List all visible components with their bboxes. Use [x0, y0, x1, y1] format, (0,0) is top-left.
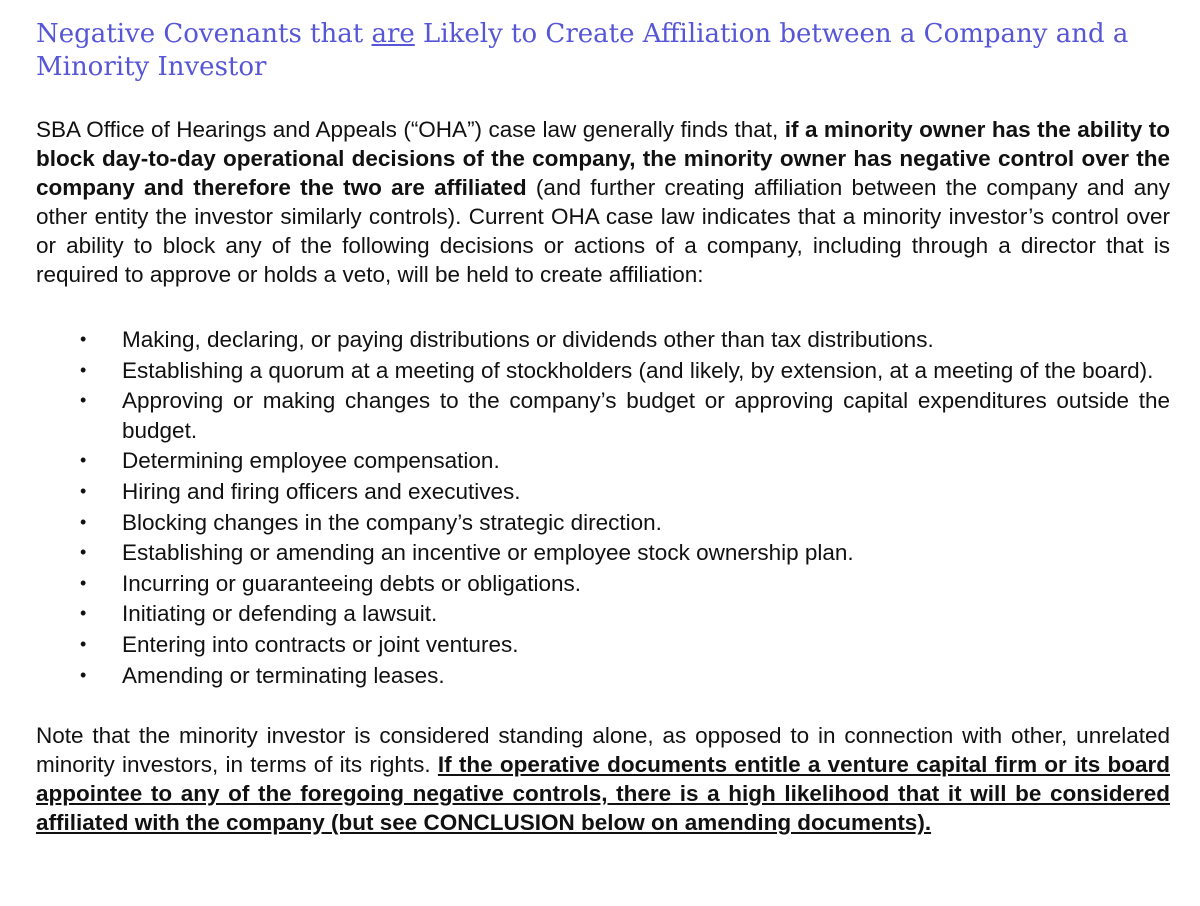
bullet-icon: • — [80, 603, 87, 624]
bullet-icon: • — [80, 359, 87, 380]
list-item-text: Amending or terminating leases. — [122, 662, 445, 688]
list-item — [36, 599, 1170, 629]
bullet-icon: • — [80, 572, 87, 593]
list-item — [36, 538, 1170, 568]
list-item — [36, 630, 1170, 660]
list-item-text: Incurring or guaranteeing debts or obligations. — [122, 570, 582, 596]
list-item — [36, 446, 1170, 476]
bullet-icon: • — [80, 664, 87, 685]
intro-paragraph — [36, 115, 1170, 289]
list-item-text: Entering into contracts or joint ventures. — [122, 631, 519, 657]
bullet-icon: • — [80, 480, 87, 501]
bullet-icon: • — [80, 633, 87, 654]
heading-part-2: Likely to Create Affiliation between a Company and a Minority Investor — [36, 19, 1129, 82]
document-page — [36, 18, 1170, 837]
bullet-icon: • — [80, 390, 87, 411]
list-item — [36, 569, 1170, 599]
list-item-text: Establishing a quorum at a meeting of stockholders (and likely, by extension, at a meeting of the board). — [122, 357, 1154, 383]
list-item-text: Approving or making changes to the company’s budget or approving capital expenditures outside the budget. — [122, 388, 1170, 443]
list-item-text: Initiating or defending a lawsuit. — [122, 601, 438, 627]
list-item-text: Determining employee compensation. — [122, 448, 500, 474]
list-item — [36, 661, 1170, 691]
intro-bold-text: if a minority owner has the ability to block day-to-day operational decisions of the company, the minority owner has negative control over the company and therefore the two are affiliated — [36, 117, 1171, 200]
bullet-icon: • — [80, 329, 87, 349]
heading-part-1: Negative Covenants that — [36, 19, 372, 49]
list-item — [36, 508, 1170, 538]
list-item-text: Hiring and firing officers and executives. — [122, 478, 521, 504]
list-item — [36, 325, 1170, 355]
negative-controls-list — [36, 325, 1170, 690]
bullet-icon: • — [80, 542, 87, 563]
bullet-icon: • — [80, 450, 87, 471]
list-item-text: Making, declaring, or paying distributions or dividends other than tax distributions. — [122, 327, 934, 352]
list-item — [36, 477, 1170, 507]
intro-lead-text: SBA Office of Hearings and Appeals (“OHA”) case law generally finds that, — [36, 117, 785, 142]
list-item — [36, 356, 1170, 386]
list-item — [36, 386, 1170, 445]
note-bold-underlined-text: If the operative documents entitle a venture capital firm or its board appointee to any of the foregoing negative controls, there is a high likelihood that it will be considered affiliated with the company (but see CONCLUSION below on amending documents). — [36, 752, 1170, 836]
list-item-text: Establishing or amending an incentive or employee stock ownership plan. — [122, 540, 854, 566]
heading-underlined-word: are — [371, 19, 415, 49]
note-paragraph — [36, 721, 1170, 837]
section-heading — [36, 18, 1170, 84]
list-item-text: Blocking changes in the company’s strategic direction. — [122, 509, 662, 535]
note-lead-text: Note that the minority investor is considered standing alone, as opposed to in connection with other, unrelated minority investors, in terms of its rights. — [36, 723, 1170, 778]
intro-rest-text: (and further creating affiliation between the company and any other entity the investor similarly controls). Current OHA case law indicates that a minority investor’s control over or ability to block any of the following decisions or actions of a company, including through a director that is required to approve or holds a veto, will be held to create affiliation: — [36, 175, 1170, 287]
bullet-icon: • — [80, 511, 87, 532]
